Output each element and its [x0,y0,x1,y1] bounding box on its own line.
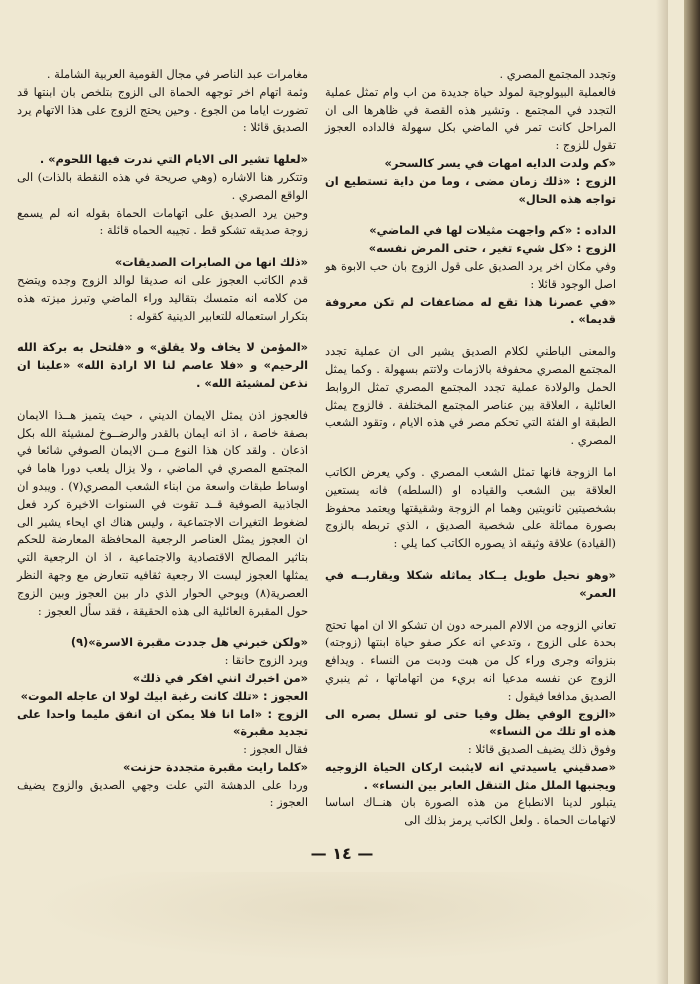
quoted-dialogue: «لعلها تشير الى الايام التي ندرت فيها اللحوم» . [39,152,308,167]
paragraph-gap [17,325,308,339]
page-fold-shadow [656,0,668,984]
quoted-dialogue: «الزوج الوفي يظل وفيا حتى لو تسلل بصره الى هذه او تلك من النساء» [325,706,616,739]
body-paragraph: وتتكرر هنا الاشاره (وهي صريحة في هذه النقطة بالذات) الى الواقع المصري . [17,169,308,202]
quoted-dialogue: «كلما رايت مقبرة متجددة حزنت» [123,759,308,774]
body-paragraph: قدم الكاتب العجوز على انه صديقا لوالد الزوج وجده ويتضح من كلامه انه متمسك بتقاليد وراء الماضي وتبرز ميزته هذه بتكرار استعماله للتعابير الدينية كقوله : [17,272,308,323]
body-paragraph: وفوق ذلك يضيف الصديق قائلا : [467,742,616,757]
body-paragraph: مغامرات عبد الناصر في مجال القومية العربية الشاملة . [46,67,308,81]
quoted-dialogue: «وهو نحيل طويل يــكاد يماثله شكلا ويقاربــه في العمر» [325,567,616,600]
body-paragraph: وردا على الدهشة التي علت وجهي الصديق والزوج يضيف العجوز : [17,777,308,810]
quoted-dialogue: «ذلك انها من الصابرات الصديقات» [114,255,308,270]
body-paragraph: وفي مكان اخر يرد الصديق على قول الزوج بان حب الابوة هو اصل الوجود قائلا : [325,258,616,291]
paragraph-gap [17,393,308,407]
left-text-column [17,66,308,812]
paragraph-gap [325,329,616,343]
right-text-column [325,66,616,830]
paragraph-gap [17,620,308,634]
book-edge [684,0,700,984]
page-number: — ١٤ — [310,844,374,863]
body-paragraph: ويرد الزوج حانقا : [224,653,308,668]
body-paragraph: اما الزوجة فانها تمثل الشعب المصري . وكي يعرض الكاتب العلاقة بين الشعب والقياده او (السلطه) فانه يستعين بشخصيتين ثانويتين وهما ام الزوجة وشقيقتها ويعتمد محفوظ بصورة مماثلة على شخصية الصديق ، الذي تربطه بالزوج (القيادة) علاقة وثيقه اذ يصوره الكاتب كما يلي : [325,464,616,551]
quoted-dialogue: «صدقيني ياسيدتي انه لايثبت اركان الحياة الزوجيه ويجنبها الملل مثل التنقل العابر بين النساء» . [325,759,616,792]
quoted-dialogue: الزوج : «اما انا فلا يمكن ان انفق مليما واحدا على تجديد مقبرة» [17,706,308,739]
body-paragraph: وحين يرد الصديق على اتهامات الحماة بقوله انه لم يسمع زوجة صديقه تشكو قط . تجيبه الحماه قائلة : [17,205,308,238]
paragraph-gap [325,553,616,567]
body-paragraph: وثمة اتهام اخر توجهه الحماة الى الزوج بتلخص بان ابنتها قد تضورت اياما من الجوع . وحين يحتج الزوج على هذا الاتهام يرد الصديق قائلا : [17,84,308,135]
body-paragraph: تعاني الزوجه من الالام المبرحه دون ان تشكو الا ان امها تحتج بحدة على الزوج ، وتدعي انه عكر صفو حياة ابنتها (زوجته) بنزواته وجرى وراء كل من هبت ودبت من النساء . ويدافع الزوج عن نفسه مدعيا انه بريء من اتهاماتها ، ثم ينبري الصديق مدافعا فيقول : [325,617,616,703]
quoted-dialogue: الزوج : «كل شيء تغير ، حتى المرض نفسه» [368,241,616,256]
quoted-dialogue: الداده : «كم واجهت مثيلات لها في الماضي» [369,223,616,238]
paragraph-gap [17,240,308,254]
quoted-dialogue: الزوج : «ذلك زمان مضى ، وما من داية تستطيع ان تواجه هذه الحال» [325,173,616,206]
body-paragraph: والمعنى الباطني لكلام الصديق يشير الى ان عملية تجدد المجتمع المصري محفوفة بالازمات ولاتتم بسهولة . وكما يمثل الحمل والولادة عملية تجدد المجتمع المصري تمثل الروابط العائلية ، العلاقة بين عناصر المجتمع المختلفة . فالزوج يمثل الطبقة او الفئة التي تحكم مصر في هذه الايام ، وتقود الشعب المصري . [325,344,616,448]
quoted-dialogue: «ولكن خبرني هل جددت مقبرة الاسرة»(٩) [70,635,308,650]
paper-stain [30,872,670,962]
paragraph-gap [325,450,616,464]
quoted-dialogue: العجوز : «تلك كانت رغبة ابيك لولا ان عاجله الموت» [20,688,308,703]
quoted-dialogue: «في عصرنا هذا تقع له مضاعفات لم تكن معروفة قديما» . [325,294,616,327]
quoted-dialogue: «من اخبرك انني افكر في ذلك» [132,670,308,685]
paragraph-gap [325,208,616,222]
body-paragraph: فقال العجوز : [243,742,308,757]
body-paragraph: يتبلور لدينا الانطباع من هذه الصورة بان هنــاك اساسا لاتهامات الحماة . ولعل الكاتب يرمز بذلك الى [325,795,616,828]
body-paragraph: وتجدد المجتمع المصري . [499,67,616,81]
paragraph-gap [325,603,616,617]
body-paragraph: فالعجوز اذن يمثل الايمان الديني ، حيث يتميز هــذا الايمان بصفة خاصة ، اذ انه ايمان بالقدر والرضــوخ لمشيئة الله بكل اذعان . ولقد كان هذا النوع مــن الايمان الصوفي شائعا في المجتمع المصري في الماضي ، ولا يزال يلعب دورا هاما في اوساط طبقات واسعة من ابناء الشعب المصري(٧) . ويبدو ان الجاذبية الصوفية قــد تقوت في السنوات الاخيرة كرد فعل لضغوط التغيرات الاجتماعية ، وليس هناك اي ايحاء يشير الى ان العجوز يمثل العناصر الرجعية المحافظة المعارضة للحكم بتاثير المصالح الاقتصادية والاجتماعية ، اذ ان الرجعية التي يمثلها العجوز ليست الا رجعية ثقافيه تتعارض مع وجهة النظر العصرية(٨) ويوحي الحوار الذي دار بين العجوز وبين الزوج حول المقبرة العائلية الى هذه الحقيقة ، فقد سأل العجوز : [17,407,308,618]
body-paragraph: فالعملية البيولوجية لمولد حياة جديدة من اب وام تمثل عملية التجدد في المجتمع . وتشير هذه القصة في ظاهرها الى ان المراحل كانت تمر في الماضي بكل سهولة فالداده العجوز تقول للزوج : [325,84,616,153]
paragraph-gap [17,137,308,151]
quoted-dialogue: «المؤمن لا يخاف ولا يقلق» و «فلتحل به بركة الله الرحيم» و «فلا عاصم لنا الا ارادة الله» «علينا ان نذعن لمشيئة الله» . [17,340,308,390]
quoted-dialogue: «كم ولدت الدايه امهات في يسر كالسحر» [384,155,616,170]
